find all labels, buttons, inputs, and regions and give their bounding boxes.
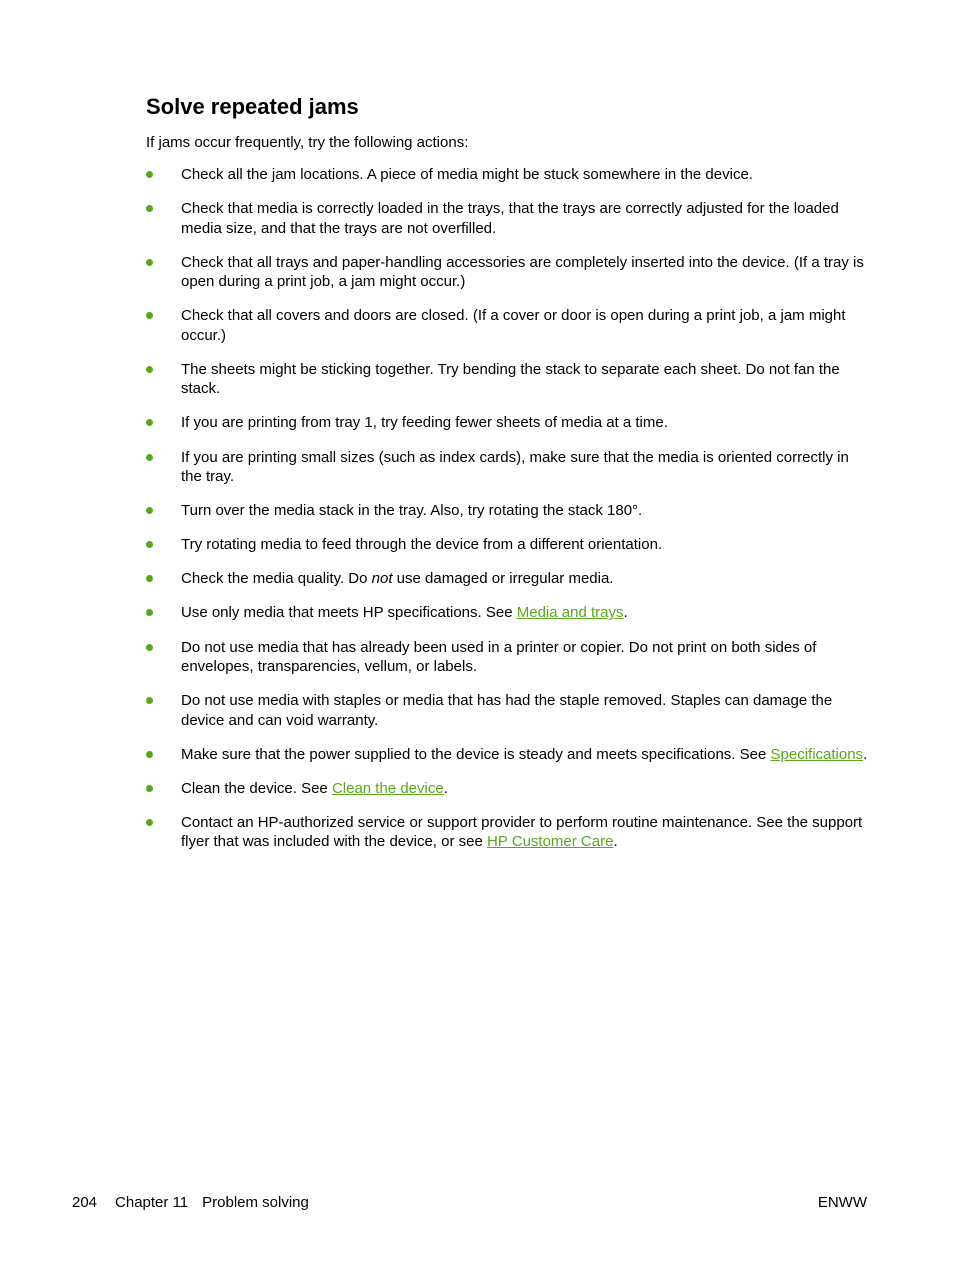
footer-edition-code: ENWW (817, 1194, 867, 1211)
bullet-icon (146, 507, 153, 514)
list-item (146, 360, 871, 399)
media-and-trays-link[interactable]: Media and trays (516, 604, 624, 622)
list-item (146, 165, 871, 185)
page-footer (72, 1193, 309, 1212)
list-item (146, 779, 871, 799)
bullet-icon (146, 312, 153, 319)
list-item-text: Contact an HP-authorized service or support provider to perform routine maintenance. See the support flyer that was included with the device, or see (181, 813, 863, 851)
list-item-text: . (863, 745, 868, 763)
list-item (146, 306, 871, 345)
bullet-icon (146, 575, 153, 582)
list-item-text: . (613, 833, 618, 851)
list-item-text: The sheets might be sticking together. Try bending the stack to separate each sheet. Do not fan the stack. (181, 360, 840, 398)
list-item-text: Check that media is correctly loaded in the trays, that the trays are correctly adjusted for the loaded media size, and that the trays are not overfilled. (181, 200, 839, 237)
list-item (146, 813, 871, 852)
list-item (146, 501, 871, 521)
list-item-text: Use only media that meets HP specifications. See (181, 604, 517, 622)
list-item-text: Clean the device. See (181, 779, 332, 797)
bullet-icon (146, 419, 153, 426)
list-item-text: Check the media quality. Do (181, 570, 372, 588)
list-item-text: . (443, 779, 448, 797)
list-item-text: use damaged or irregular media. (392, 570, 614, 588)
bullet-icon (146, 644, 153, 651)
bullet-icon (146, 454, 153, 461)
specifications-link[interactable]: Specifications (770, 745, 864, 763)
list-item-text: Try rotating media to feed through the device from a different orientation. (181, 536, 663, 554)
list-item-text: . (623, 604, 628, 622)
list-item-text: Check that all trays and paper-handling accessories are completely inserted into the device. (If a tray is open during a print job, a jam might occur.) (181, 253, 864, 291)
list-item (146, 199, 871, 238)
list-item-text: Make sure that the power supplied to the device is steady and meets specifications. See (181, 745, 771, 763)
list-item-text: If you are printing from tray 1, try feeding fewer sheets of media at a time. (181, 414, 668, 432)
bullet-icon (146, 751, 153, 758)
bullet-icon (146, 541, 153, 548)
intro-text: If jams occur frequently, try the following actions: (146, 134, 469, 151)
bullet-icon (146, 171, 153, 178)
chapter-title: Problem solving (202, 1194, 309, 1211)
list-item-text: Do not use media with staples or media that has had the staple removed. Staples can damage the device and can void warranty. (181, 692, 833, 729)
hp-customer-care-link[interactable]: HP Customer Care (487, 833, 614, 851)
bullet-icon (146, 697, 153, 704)
bullet-icon (146, 785, 153, 792)
list-item-text: Turn over the media stack in the tray. Also, try rotating the stack 180°. (181, 502, 643, 520)
bullet-icon (146, 205, 153, 212)
jam-actions-list (146, 165, 871, 867)
list-item (146, 413, 871, 433)
list-item (146, 448, 871, 487)
clean-the-device-link[interactable]: Clean the device (331, 779, 444, 797)
bullet-icon (146, 819, 153, 826)
bullet-icon (146, 366, 153, 373)
list-item (146, 535, 871, 555)
emphasis-text: not (371, 570, 393, 588)
chapter-label: Chapter 11 (115, 1194, 189, 1211)
list-item (146, 745, 871, 765)
list-item (146, 569, 871, 589)
bullet-icon (146, 609, 153, 616)
bullet-icon (146, 259, 153, 266)
list-item-text: If you are printing small sizes (such as index cards), make sure that the media is oriented correctly in the tray. (181, 448, 849, 486)
list-item (146, 691, 871, 730)
page-title: Solve repeated jams (146, 94, 359, 119)
list-item-text: Check that all covers and doors are closed. (If a cover or door is open during a print job, a jam might occur.) (181, 307, 846, 344)
page-number: 204 (72, 1194, 98, 1211)
list-item-text: Do not use media that has already been used in a printer or copier. Do not print on both sides of envelopes, transparencies, vellum, or labels. (181, 638, 817, 676)
list-item (146, 253, 871, 292)
list-item-text: Check all the jam locations. A piece of media might be stuck somewhere in the device. (181, 166, 753, 183)
list-item (146, 603, 871, 623)
list-item (146, 638, 871, 677)
